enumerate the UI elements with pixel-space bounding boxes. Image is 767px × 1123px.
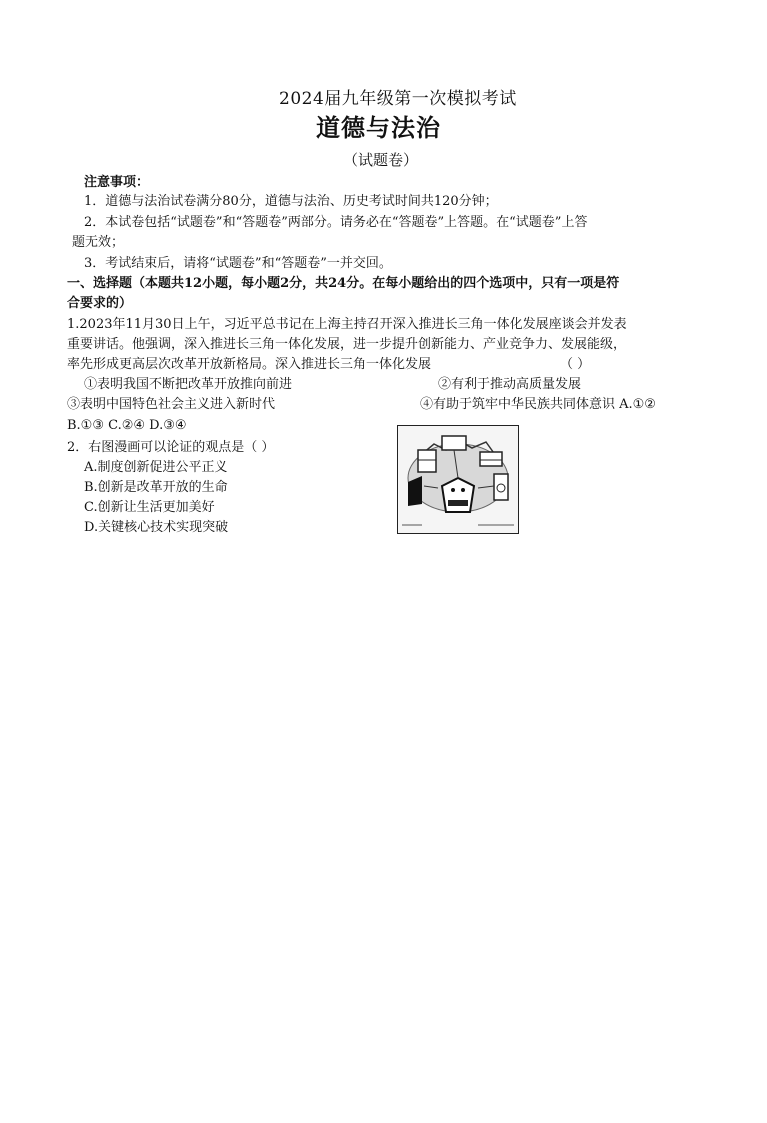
- air-conditioner-icon: [480, 452, 502, 466]
- notice-item-2-continued: 题无效；: [72, 235, 125, 250]
- notice-item-3: 3．考试结束后，请将“试题卷”和“答题卷”一并交回。: [84, 256, 392, 271]
- smart-home-figure-icon: [442, 478, 474, 512]
- question-1-choices: B.①③ C.②④ D.③④: [67, 418, 187, 433]
- question-2-option-a: A.制度创新促进公平正义: [84, 460, 228, 475]
- section-heading-line-1: 一、选择题（本题共12小题，每小题2分，共24分。在每小题给出的四个选项中，只有一项是符: [67, 276, 620, 291]
- question-1-option-1: ①表明我国不断把改革开放推向前进: [84, 377, 293, 392]
- notice-item-2: 2．本试卷包括“试题卷”和“答题卷”两部分。请务必在“答题卷”上答题。在“试题卷”上答: [84, 215, 588, 230]
- cartoon-drawing: [398, 426, 518, 533]
- router-icon: [442, 436, 466, 450]
- question-1-stem-line-1: 1.2023年11月30日上午，习近平总书记在上海主持召开深入推进长三角一体化发展座谈会并发表: [67, 317, 627, 332]
- notice-item-1: 1．道德与法治试卷满分80分，道德与法治、历史考试时间共120分钟；: [84, 194, 498, 209]
- question-1-answer-blank: （ ）: [560, 357, 591, 372]
- exam-title: 2024届九年级第一次模拟考试: [279, 89, 517, 109]
- question-1-option-2: ②有利于推动高质量发展: [438, 377, 582, 392]
- question-1-option-3: ③表明中国特色社会主义进入新时代: [67, 397, 276, 412]
- section-heading-line-2: 合要求的）: [67, 296, 133, 311]
- question-1-option-4: ④有助于筑牢中华民族共同体意识 A.①②: [420, 397, 656, 412]
- smart-home-cartoon-image: [397, 425, 519, 534]
- question-2-stem: 2．右图漫画可以论证的观点是（ ）: [67, 440, 275, 455]
- question-1-stem-line-3: 率先形成更高层次改革开放新格局。深入推进长三角一体化发展: [67, 357, 432, 372]
- washing-machine-icon: [494, 474, 508, 500]
- question-2-option-b: B.创新是改革开放的生命: [84, 480, 228, 495]
- subject-title: 道德与法治: [316, 113, 441, 142]
- notice-heading: 注意事项：: [84, 175, 150, 190]
- question-2-option-c: C.创新让生活更加美好: [84, 500, 215, 515]
- fridge-icon: [418, 450, 436, 472]
- paper-type-label: （试题卷）: [343, 151, 419, 169]
- question-2-option-d: D.关键核心技术实现突破: [84, 520, 229, 535]
- question-1-stem-line-2: 重要讲话。他强调，深入推进长三角一体化发展，进一步提升创新能力、产业竞争力、发展能级，: [67, 337, 627, 352]
